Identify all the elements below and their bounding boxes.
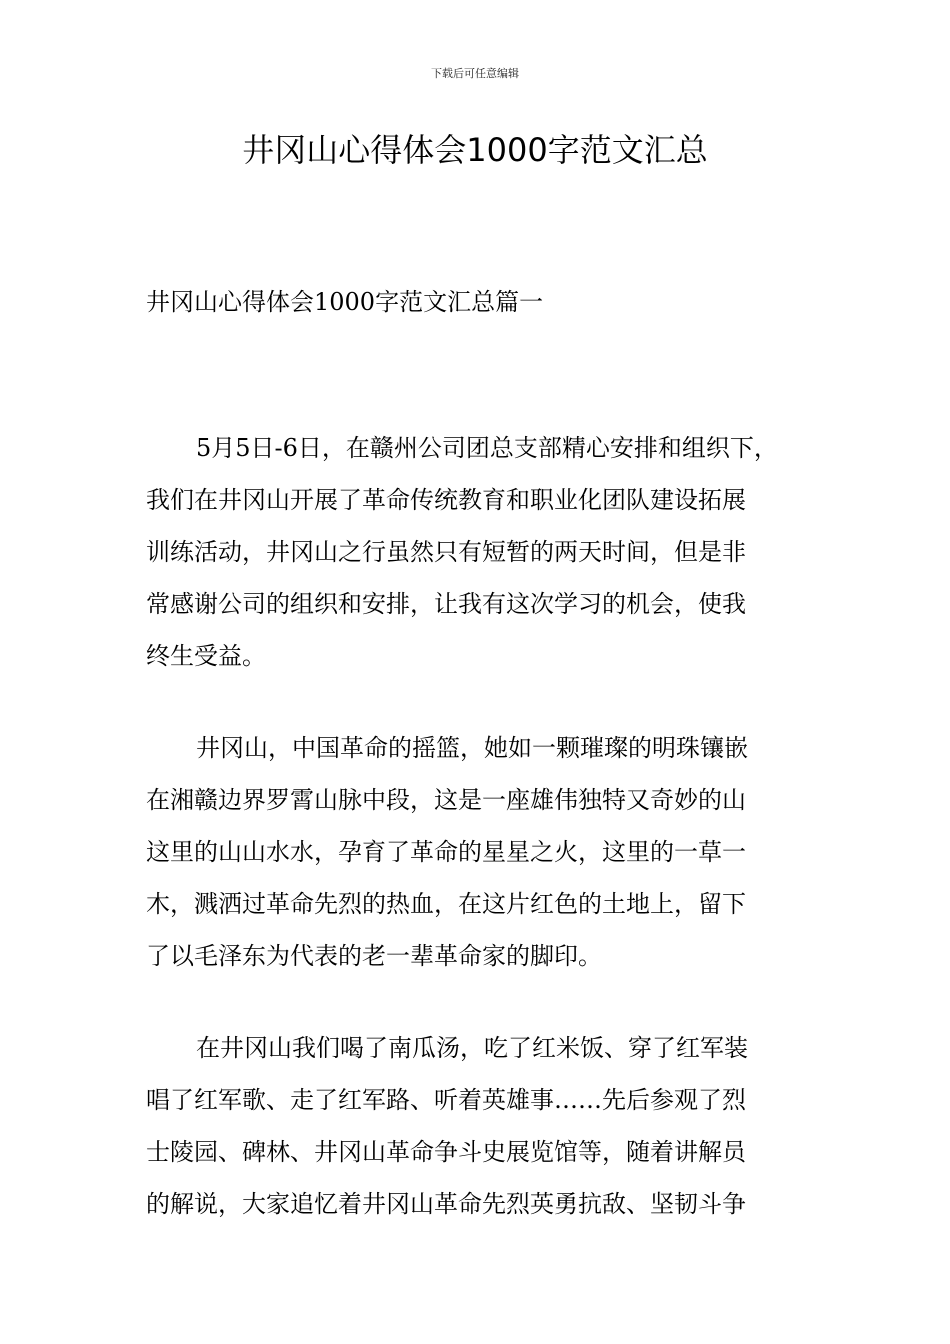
paragraph-line: 训练活动，井冈山之行虽然只有短暂的两天时间，但是非 [146,538,746,566]
section-heading: 井冈山心得体会1000字范文汇总篇一 [146,288,544,316]
paragraph-line: 唱了红军歌、走了红军路、听着英雄事……先后参观了烈 [146,1086,746,1114]
paragraph-line: 在井冈山我们喝了南瓜汤，吃了红米饭、穿了红军装 [196,1034,748,1062]
document-title: 井冈山心得体会1000字范文汇总 [242,131,708,169]
paragraph-line: 在湘赣边界罗霄山脉中段，这是一座雄伟独特又奇妙的山 [146,786,746,814]
paragraph-line: 常感谢公司的组织和安排，让我有这次学习的机会，使我 [146,590,746,618]
paragraph-line: 我们在井冈山开展了革命传统教育和职业化团队建设拓展 [146,486,746,514]
paragraph-line: 5月5日-6日，在赣州公司团总支部精心安排和组织下， [196,434,778,462]
paragraph [146,722,816,982]
paragraph [146,1022,816,1230]
paragraph-line: 木，溅洒过革命先烈的热血，在这片红色的土地上，留下 [146,890,746,918]
paragraph-line: 终生受益。 [146,642,266,670]
paragraph [146,422,816,682]
paragraph-line: 这里的山山水水，孕育了革命的星星之火，这里的一草一 [146,838,746,866]
paragraph-line: 了以毛泽东为代表的老一辈革命家的脚印。 [146,942,602,970]
paragraph-line: 井冈山，中国革命的摇篮，她如一颗璀璨的明珠镶嵌 [196,734,748,762]
paragraph-line: 的解说，大家追忆着井冈山革命先烈英勇抗敌、坚韧斗争 [146,1190,746,1218]
header-note: 下载后可任意编辑 [431,67,519,80]
paragraph-line: 士陵园、碑林、井冈山革命争斗史展览馆等，随着讲解员 [146,1138,746,1166]
